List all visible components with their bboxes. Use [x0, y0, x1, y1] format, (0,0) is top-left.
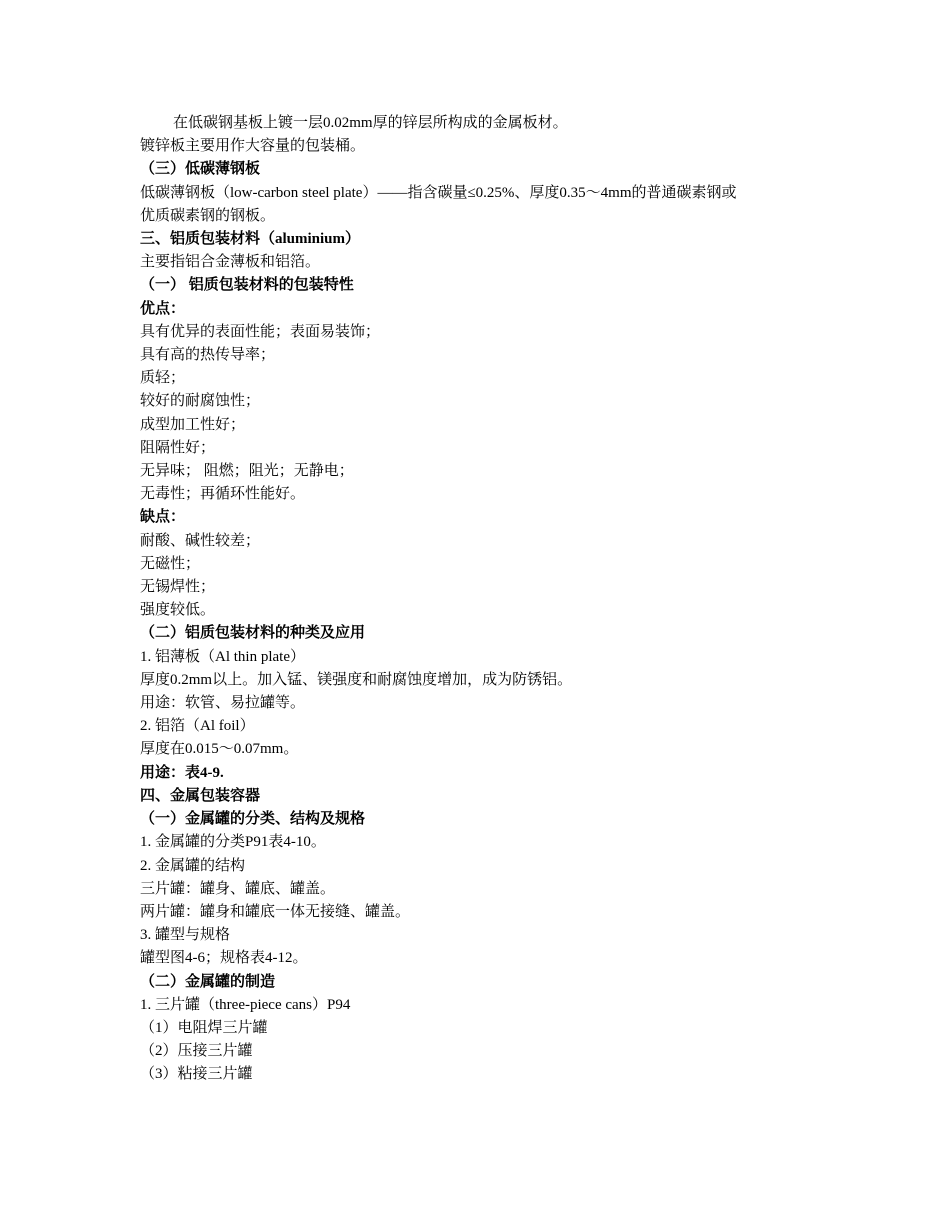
text-line: 主要指铝合金薄板和铝箔。 [140, 254, 321, 271]
section-heading: （二）铝质包装材料的种类及应用 [140, 625, 366, 642]
section-heading: 三、铝质包装材料（aluminium） [140, 231, 361, 248]
section-heading: 优点： [140, 300, 186, 317]
section-heading: （一）金属罐的分类、结构及规格 [140, 811, 366, 828]
text-line: 用途：软管、易拉罐等。 [140, 695, 306, 712]
text-line: 质轻； [140, 370, 186, 387]
document-page [140, 112, 820, 1087]
text-line: 2. 铝箔（Al foil） [140, 718, 255, 735]
text-line: 在低碳钢基板上镀一层0.02mm厚的锌层所构成的金属板材。 [173, 115, 568, 131]
text-line: 厚度0.2mm以上。加入锰、镁强度和耐腐蚀度增加，成为防锈铝。 [140, 671, 573, 688]
text-line: 1. 三片罐（three-piece cans）P94 [140, 996, 351, 1013]
text-line: 较好的耐腐蚀性； [140, 393, 261, 410]
text-line: 优质碳素钢的钢板。 [140, 207, 276, 224]
text-line: （3）粘接三片罐 [140, 1066, 253, 1083]
text-line: 无毒性；再循环性能好。 [140, 486, 306, 503]
text-line: 成型加工性好； [140, 416, 246, 433]
text-line: （1）电阻焊三片罐 [140, 1019, 268, 1036]
text-line: 无磁性； [140, 555, 201, 572]
text-line: 3. 罐型与规格 [140, 927, 231, 944]
text-line: 罐型图4-6；规格表4-12。 [140, 950, 308, 967]
text-line: 两片罐：罐身和罐底一体无接缝、罐盖。 [140, 903, 411, 920]
section-heading: 四、金属包装容器 [140, 787, 261, 804]
section-heading: （一） 铝质包装材料的包装特性 [140, 277, 354, 294]
section-heading: 缺点： [140, 509, 186, 526]
text-line: 耐酸、碱性较差； [140, 532, 261, 549]
section-heading: （二）金属罐的制造 [140, 973, 276, 990]
text-line: 无异味； 阻燃；阻光；无静电； [140, 463, 354, 480]
text-line: 厚度在0.015～0.07mm。 [140, 741, 299, 758]
text-line: 低碳薄钢板（low-carbon steel plate）——指含碳量≤0.25%、厚度0.35～4mm的普通碳素钢或 [140, 184, 737, 201]
text-line: 具有优异的表面性能；表面易装饰； [140, 323, 381, 340]
text-line: 三片罐：罐身、罐底、罐盖。 [140, 880, 336, 897]
text-line: 阻隔性好； [140, 439, 216, 456]
text-line: 1. 金属罐的分类P91表4-10。 [140, 834, 326, 851]
text-line: 1. 铝薄板（Al thin plate） [140, 648, 305, 665]
text-line: 强度较低。 [140, 602, 216, 619]
section-heading: （三）低碳薄钢板 [140, 161, 261, 178]
text-line: （2）压接三片罐 [140, 1043, 253, 1060]
text-line: 2. 金属罐的结构 [140, 857, 246, 874]
text-line: 无锡焊性； [140, 579, 216, 596]
section-heading: 用途：表4-9. [140, 764, 224, 781]
text-line: 具有高的热传导率； [140, 347, 276, 364]
text-line: 镀锌板主要用作大容量的包装桶。 [140, 138, 366, 155]
